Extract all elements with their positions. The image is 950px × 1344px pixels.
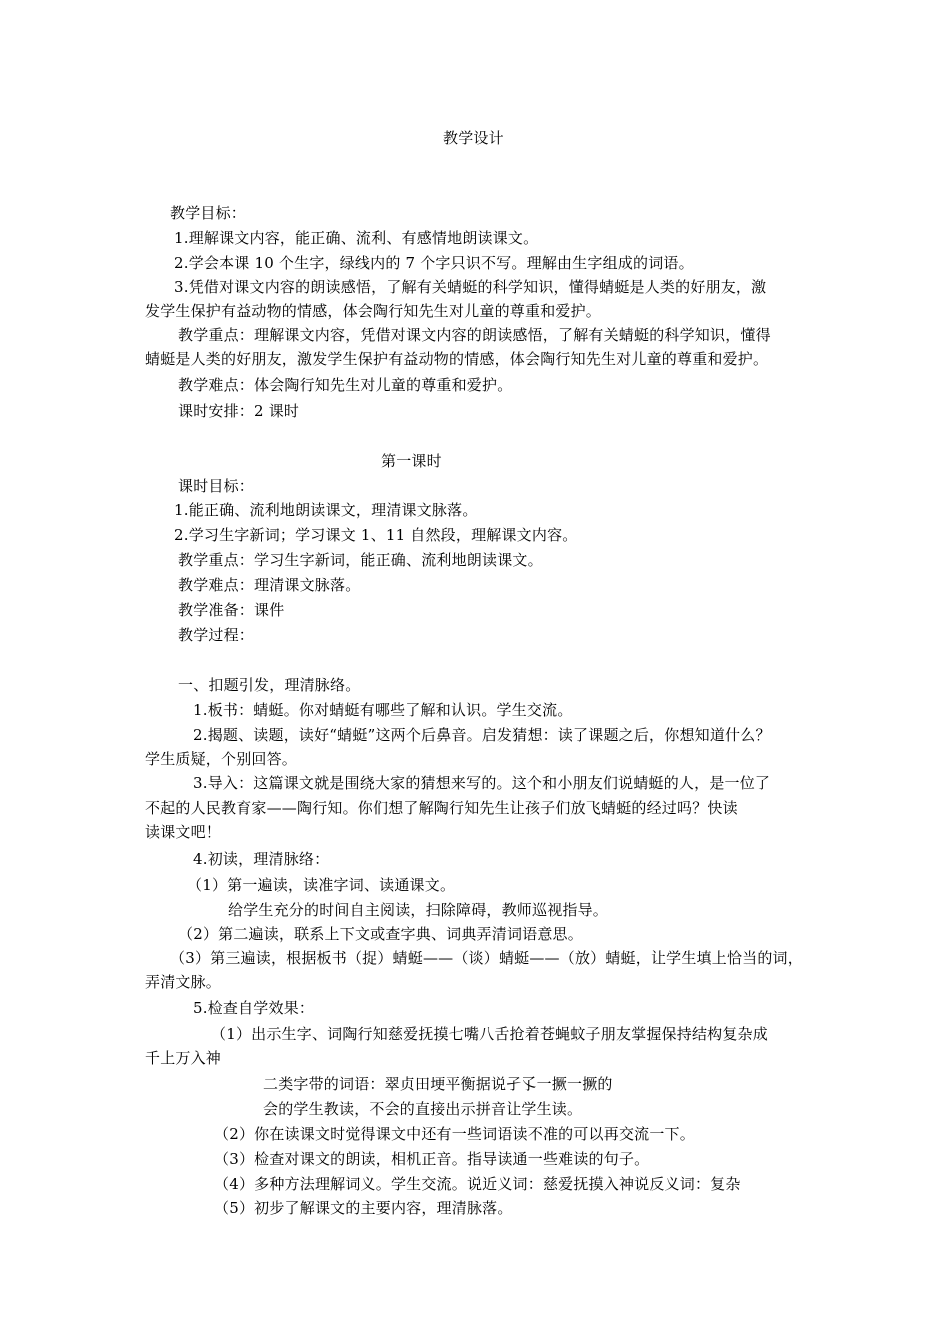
step-1-3-line-1: 3.导入：这篇课文就是围绕大家的猜想来写的。这个和小朋友们说蜻蜓的人，是一位了: [193, 774, 771, 792]
step-1-1: 1.板书：蜻蜓。你对蜻蜓有哪些了解和认识。学生交流。: [193, 701, 573, 719]
lesson-1-goals-label: 课时目标：: [178, 477, 255, 495]
section-1-heading: 一、扣题引发，理清脉络。: [178, 676, 361, 694]
difficulty: 教学难点：体会陶行知先生对儿童的尊重和爱护。: [178, 376, 513, 394]
goals-label: 教学目标：: [170, 204, 247, 222]
step-1-5-2: （2）你在读课文时觉得课文中还有一些词语读不准的可以再交流一下。: [214, 1125, 695, 1143]
step-1-5: 5.检查自学效果：: [193, 999, 315, 1017]
step-1-4-2: （2）第二遍读，联系上下文或查字典、词典弄清词语意思。: [178, 925, 583, 943]
schedule: 课时安排：2 课时: [178, 402, 300, 420]
step-1-5-1-line-2: 千上万入神: [145, 1049, 222, 1067]
step-1-3-line-2: 不起的人民教育家——陶行知。你们想了解陶行知先生让孩子们放飞蜻蜓的经过吗？快读: [145, 799, 738, 817]
step-1-5-3: （3）检查对课文的朗读，相机正音。指导读通一些难读的句子。: [214, 1150, 650, 1168]
key-points-line-2: 蜻蜓是人类的好朋友，激发学生保护有益动物的情感，体会陶行知先生对儿童的尊重和爱护。: [145, 350, 769, 368]
step-1-5-4: （4）多种方法理解词义。学生交流。说近义词：慈爱抚摸入神说反义词：复杂: [214, 1175, 741, 1193]
goal-1: 1.理解课文内容，能正确、流利、有感情地朗读课文。: [174, 229, 539, 247]
step-1-4-1: （1）第一遍读，读准字词、读通课文。: [187, 876, 456, 894]
step-1-2-line-1: 2.揭题、读题，读好“蜻蜓”这两个后鼻音。启发猜想：读了课题之后，你想知道什么？: [193, 726, 771, 744]
step-1-3-line-3: 读课文吧！: [145, 823, 222, 841]
step-1-4-1-detail: 给学生充分的时间自主阅读，扫除障碍，教师巡视指导。: [228, 901, 609, 919]
step-1-4: 4.初读，理清脉络：: [193, 850, 330, 868]
step-1-5-5: （5）初步了解课文的主要内容，理清脉落。: [214, 1199, 513, 1217]
lesson-1-goal-2: 2.学习生字新词；学习课文 1、11 自然段，理解课文内容。: [174, 526, 578, 544]
lesson-1-process: 教学过程：: [178, 626, 255, 644]
document-title: 教学设计: [443, 129, 504, 147]
goal-3-line-2: 发学生保护有益动物的情感，体会陶行知先生对儿童的尊重和爱护。: [145, 302, 602, 320]
lesson-1-key: 教学重点：学习生字新词，能正确、流利地朗读课文。: [178, 551, 543, 569]
lesson-1-prep: 教学准备：课件: [178, 601, 285, 619]
key-points-line-1: 教学重点：理解课文内容，凭借对课文内容的朗读感悟，了解有关蜻蜓的科学知识，懂得: [178, 326, 771, 344]
lesson-1-difficulty: 教学难点：理清课文脉落。: [178, 576, 361, 594]
step-1-2-line-2: 学生质疑，个别回答。: [145, 750, 298, 768]
step-1-5-1-words: 二类字带的词语：翠贞田埂平衡据说孑孓一撅一撅的: [263, 1075, 613, 1093]
goal-3-line-1: 3.凭借对课文内容的朗读感悟，了解有关蜻蜓的科学知识，懂得蜻蜓是人类的好朋友，激: [174, 278, 767, 296]
lesson-1-title: 第一课时: [381, 452, 442, 470]
goal-2: 2.学会本课 10 个生字，绿线内的 7 个字只识不写。理解由生字组成的词语。: [174, 254, 694, 272]
step-1-4-3-line-2: 弄清文脉。: [145, 973, 222, 991]
step-1-5-1-line-1: （1）出示生字、词陶行知慈爱抚摸七嘴八舌抢着苍蝇蚊子朋友掌握保持结构复杂成: [211, 1025, 768, 1043]
lesson-1-goal-1: 1.能正确、流利地朗读课文，理清课文脉落。: [174, 501, 478, 519]
step-1-5-1-note: 会的学生教读，不会的直接出示拼音让学生读。: [263, 1100, 583, 1118]
step-1-4-3-line-1: （3）第三遍读，根据板书（捉）蜻蜓——（谈）蜻蜓——（放）蜻蜓，让学生填上恰当的词，: [170, 949, 803, 967]
